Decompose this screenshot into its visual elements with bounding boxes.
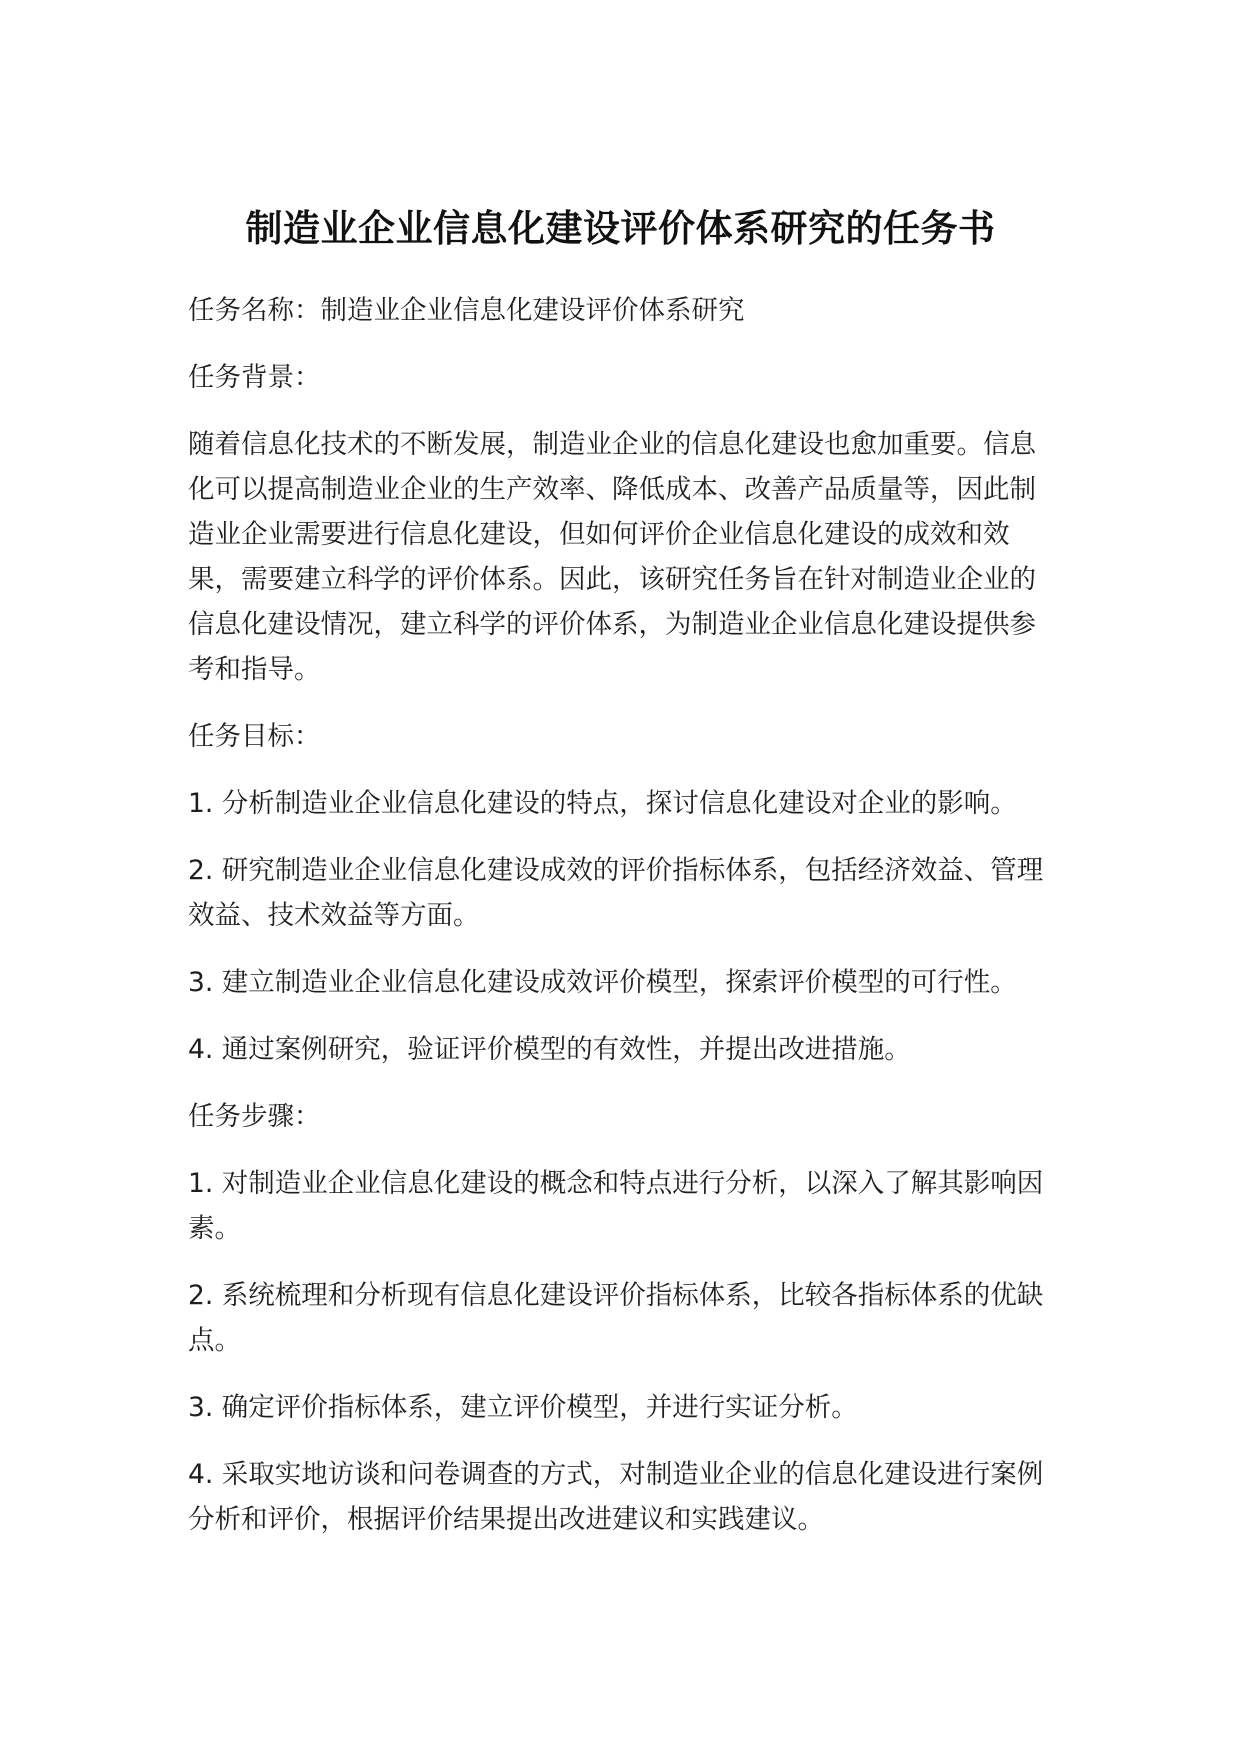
goal-item: 2. 研究制造业企业信息化建设成效的评价指标体系，包括经济效益、管理效益、技术效益等方面。 (188, 855, 1044, 931)
step-item: 4. 采取实地访谈和问卷调查的方式，对制造业企业的信息化建设进行案例分析和评价，根据评价结果提出改进建议和实践建议。 (188, 1459, 1044, 1535)
step-item: 3. 确定评价指标体系，建立评价模型，并进行实证分析。 (188, 1392, 858, 1423)
steps-heading: 任务步骤： (188, 1101, 321, 1132)
background-heading: 任务背景： (188, 362, 321, 393)
step-item: 2. 系统梳理和分析现有信息化建设评价指标体系，比较各指标体系的优缺点。 (188, 1280, 1044, 1356)
goals-heading: 任务目标： (188, 721, 321, 752)
task-name: 任务名称：制造业企业信息化建设评价体系研究 (188, 295, 745, 326)
goal-item: 3. 建立制造业企业信息化建设成效评价模型，探索评价模型的可行性。 (188, 967, 1017, 998)
document-title: 制造业企业信息化建设评价体系研究的任务书 (245, 206, 996, 250)
document-body (188, 288, 1044, 1564)
goal-item: 4. 通过案例研究，验证评价模型的有效性，并提出改进措施。 (188, 1034, 911, 1065)
background-paragraph: 随着信息化技术的不断发展，制造业企业的信息化建设也愈加重要。信息化可以提高制造业企业的生产效率、降低成本、改善产品质量等，因此制造业企业需要进行信息化建设，但如何评价企业信息化建设的成效和效果，需要建立科学的评价体系。因此，该研究任务旨在针对制造业企业的信息化建设情况，建立科学的评价体系，为制造业企业信息化建设提供参考和指导。 (188, 429, 1036, 685)
goal-item: 1. 分析制造业企业信息化建设的特点，探讨信息化建设对企业的影响。 (188, 788, 1017, 819)
step-item: 1. 对制造业企业信息化建设的概念和特点进行分析，以深入了解其影响因素。 (188, 1168, 1044, 1244)
